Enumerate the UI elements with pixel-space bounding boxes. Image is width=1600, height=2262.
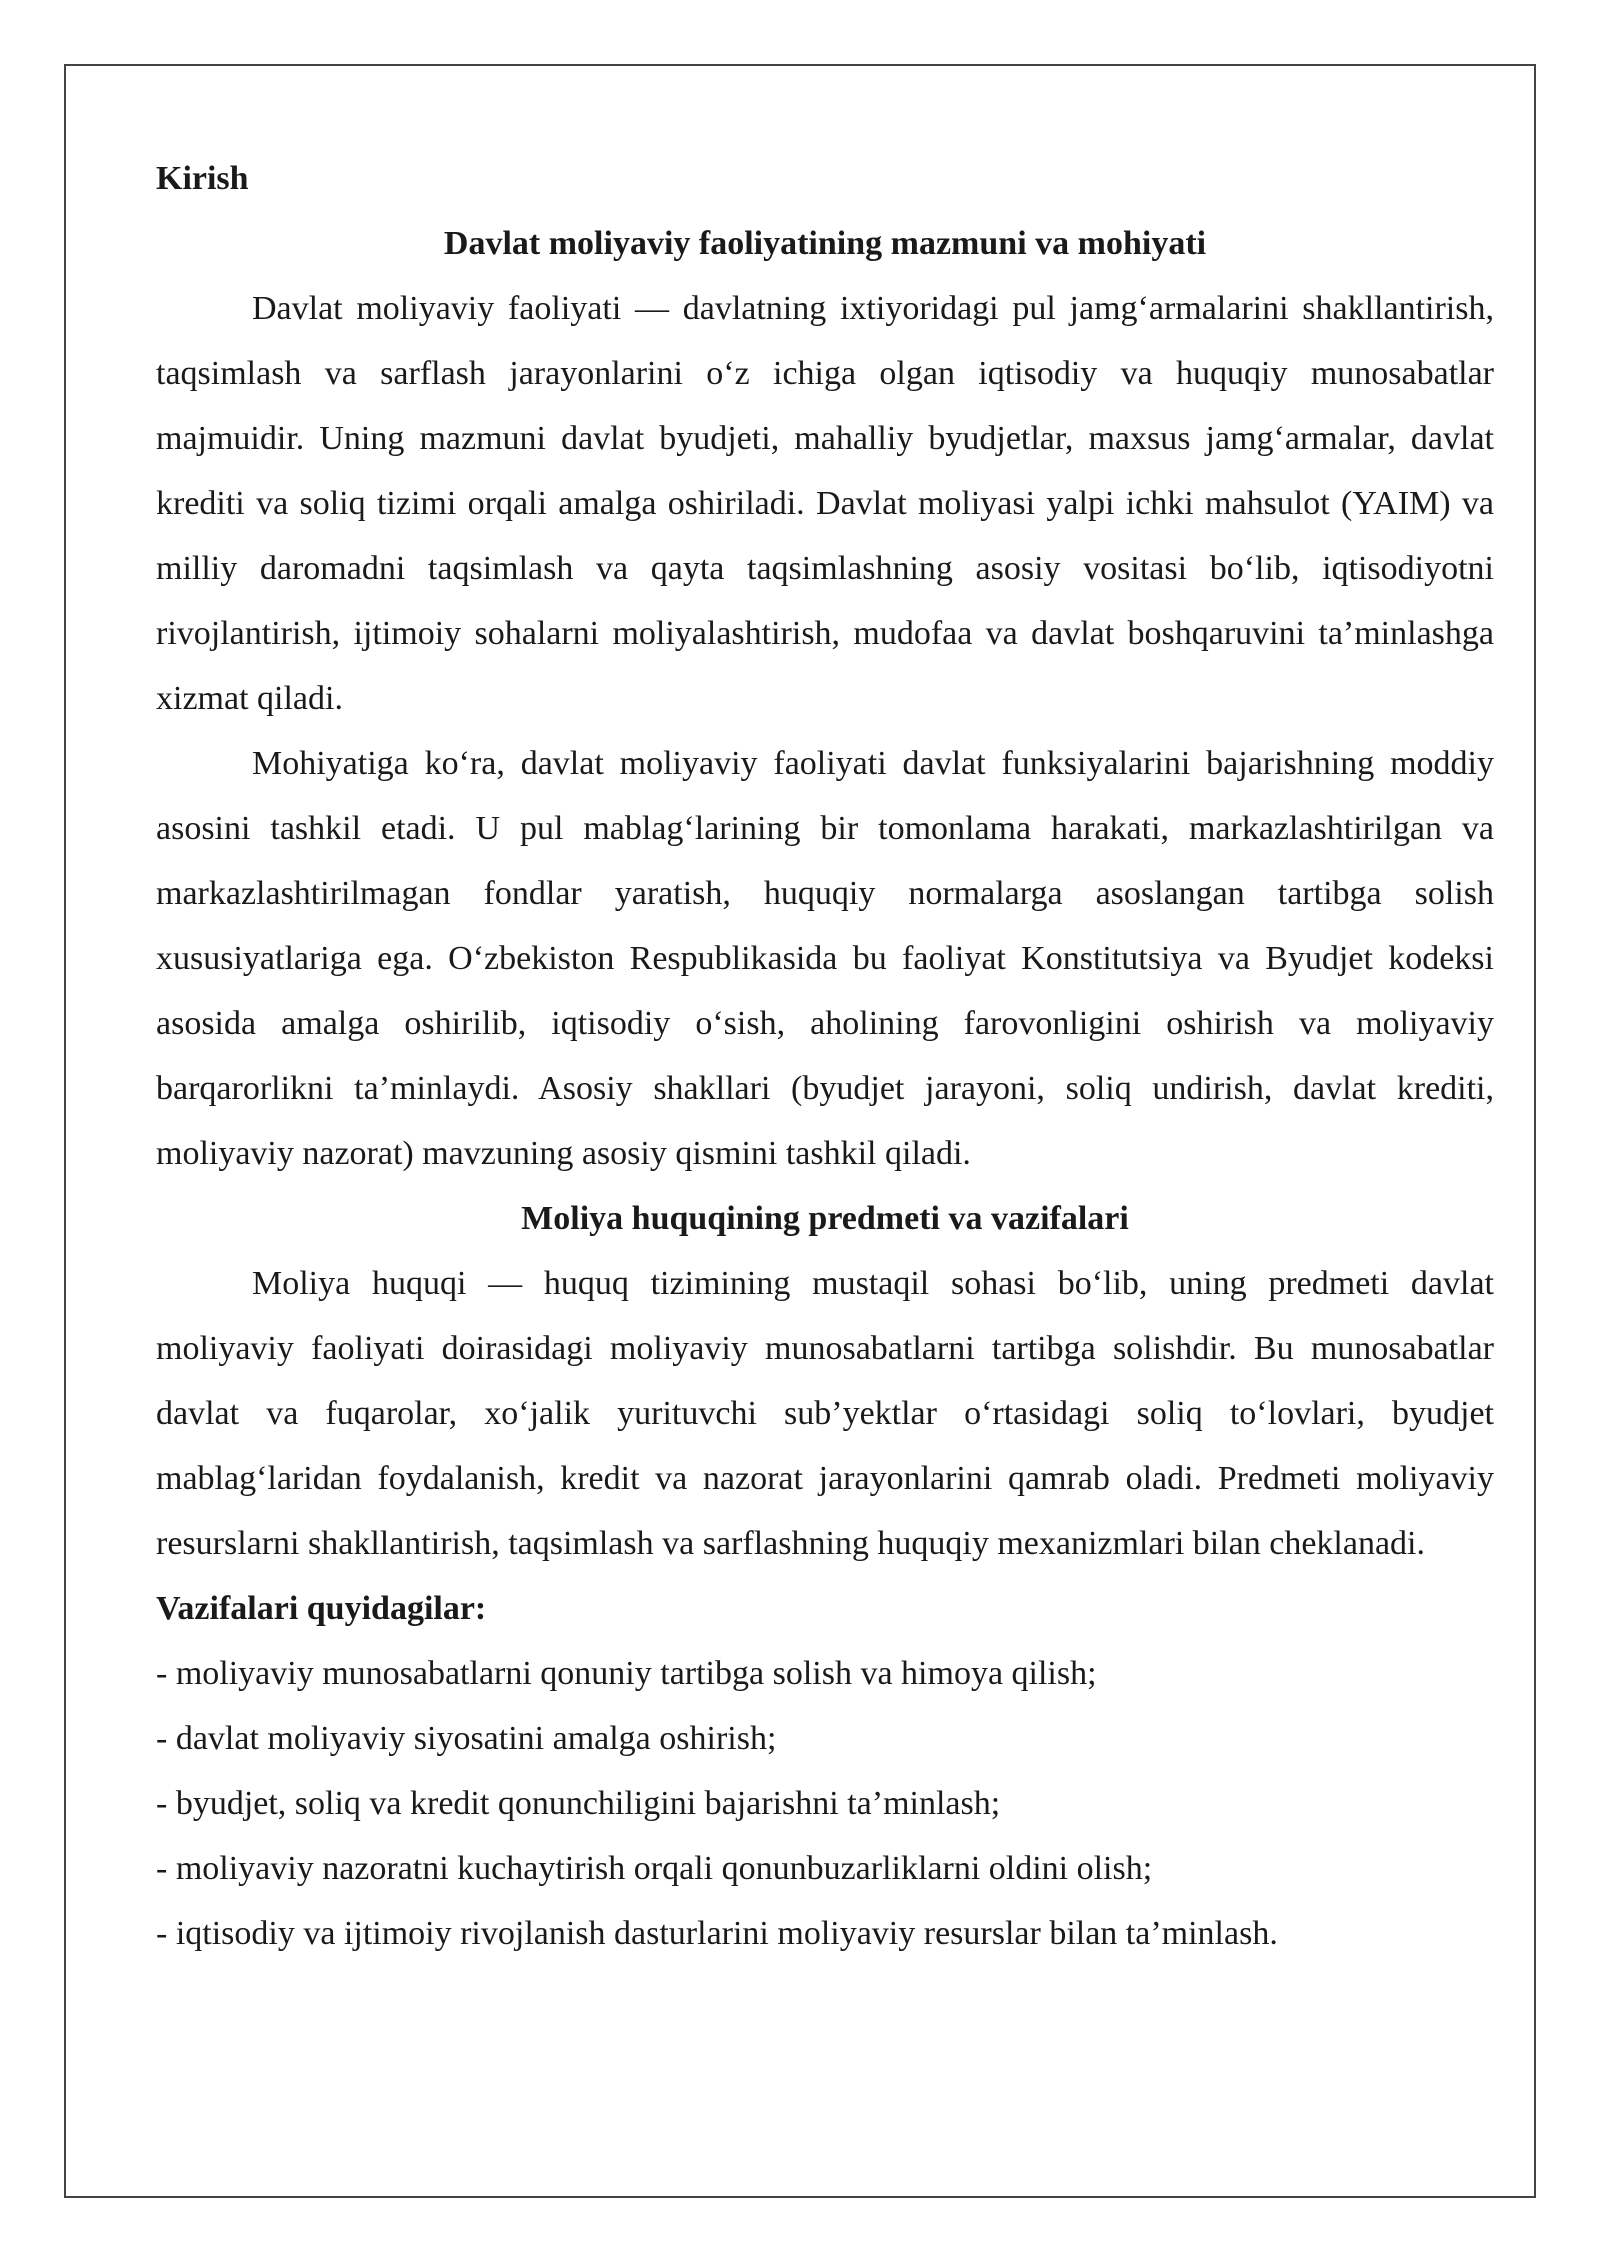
list-item: - moliyaviy nazoratni kuchaytirish orqali qonunbuzarliklarni oldini olish; <box>156 1850 1153 1887</box>
list-item: - iqtisodiy va ijtimoiy rivojlanish dasturlarini moliyaviy resurslar bilan ta’minlash. <box>156 1915 1278 1952</box>
section2-title: Moliya huquqining predmeti va vazifalari <box>521 1200 1129 1237</box>
tasks-list <box>156 1641 1494 1966</box>
list-item: - davlat moliyaviy siyosatini amalga oshirish; <box>156 1720 777 1757</box>
page-frame <box>64 64 1536 2198</box>
list-item: - moliyaviy munosabatlarni qonuniy tartibga solish va himoya qilish; <box>156 1655 1097 1692</box>
section1-paragraph-2: Mohiyatiga ko‘ra, davlat moliyaviy faoliyati davlat funksiyalarini bajarishning moddiy asosini tashkil etadi. U pul mablag‘larining bir tomonlama harakati, markazlashtirilgan va markazlashtirilmagan fondlar yaratish, huquqiy normalarga asoslangan tartibga solish xususiyatlariga ega. O‘zbekiston Respublikasida bu faoliyat Konstitutsiya va Byudjet kodeksi asosida amalga oshirilib, iqtisodiy o‘sish, aholining farovonligini oshirish va moliyaviy barqarorlikni ta’minlaydi. Asosiy shakllari (byudjet jarayoni, soliq undirish, davlat krediti, moliyaviy nazorat) mavzuning asosiy qismini tashkil qiladi. <box>156 745 1494 1172</box>
intro-heading: Kirish <box>156 160 249 197</box>
section1-title: Davlat moliyaviy faoliyatining mazmuni va mohiyati <box>443 225 1207 262</box>
section2-paragraph-1: Moliya huquqi — huquq tizimining mustaqil sohasi bo‘lib, uning predmeti davlat moliyaviy faoliyati doirasidagi moliyaviy munosabatlarni tartibga solishdir. Bu munosabatlar davlat va fuqarolar, xo‘jalik yurituvchi sub’yektlar o‘rtasidagi soliq to‘lovlari, byudjet mablag‘laridan foydalanish, kredit va nazorat jarayonlarini qamrab oladi. Predmeti moliyaviy resurslarni shakllantirish, taqsimlash va sarflashning huquqiy mexanizmlari bilan cheklanadi. <box>156 1265 1494 1562</box>
section1-paragraph-1: Davlat moliyaviy faoliyati — davlatning ixtiyoridagi pul jamg‘armalarini shakllantirish, taqsimlash va sarflash jarayonlarini o‘z ichiga olgan iqtisodiy va huquqiy munosabatlar majmuidir. Uning mazmuni davlat byudjeti, mahalliy byudjetlar, maxsus jamg‘armalar, davlat krediti va soliq tizimi orqali amalga oshiriladi. Davlat moliyasi yalpi ichki mahsulot (YAIM) va milliy daromadni taqsimlash va qayta taqsimlashning asosiy vositasi bo‘lib, iqtisodiyotni rivojlantirish, ijtimoiy sohalarni moliyalashtirish, mudofaa va davlat boshqaruvini ta’minlashga xizmat qiladi. <box>156 290 1494 717</box>
list-item: - byudjet, soliq va kredit qonunchiligini bajarishni ta’minlash; <box>156 1785 1001 1822</box>
tasks-heading: Vazifalari quyidagilar: <box>156 1590 487 1627</box>
document-body <box>156 146 1494 1966</box>
